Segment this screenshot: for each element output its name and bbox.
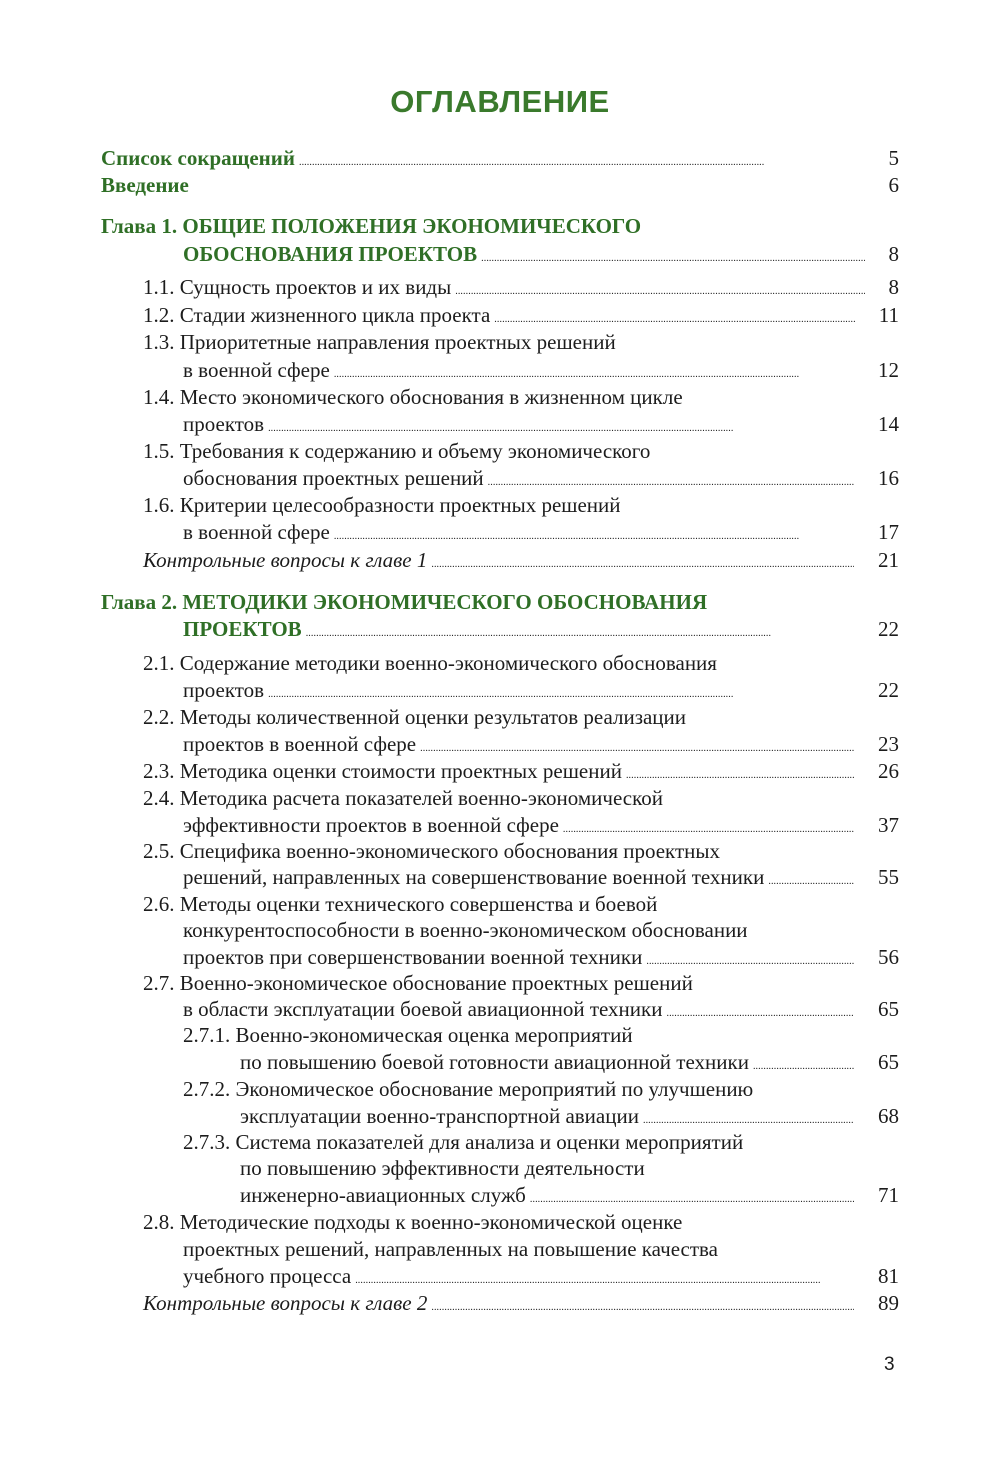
toc-entry-text: в военной сфере (183, 358, 330, 382)
toc-entry-text: Список сокращений (101, 146, 295, 170)
toc-page-number: 6 (888, 173, 899, 197)
toc-entry-text: 1.2. Стадии жизненного цикла проекта (143, 303, 491, 327)
toc-entry-text: 2.7.2. Экономическое обоснование мероприятий по улучшению (183, 1077, 754, 1101)
toc-page-number: 14 (878, 412, 899, 436)
toc-entry-text: 2.1. Содержание методики военно-экономического обоснования (143, 651, 717, 675)
toc-section-2-2-line1[interactable] (143, 704, 686, 730)
toc-page-number: 37 (878, 813, 899, 837)
toc-page-number: 65 (878, 997, 899, 1021)
dot-leader (431, 547, 854, 578)
toc-entry-text: в военной сфере (183, 520, 330, 544)
toc-page-number: 71 (878, 1183, 899, 1207)
toc-entry-text: ОБОСНОВАНИЯ ПРОЕКТОВ (183, 242, 478, 266)
toc-entry-text: эффективности проектов в военной сфере (183, 813, 559, 837)
toc-entry-text: 1.4. Место экономического обоснования в жизненном цикле (143, 385, 683, 409)
toc-entry-text: учебного процесса (183, 1264, 352, 1288)
toc-section-2-7-line1[interactable] (143, 970, 693, 996)
toc-page-number: 5 (888, 146, 899, 170)
toc-entry-text: 2.7. Военно-экономическое обоснование проектных решений (143, 971, 693, 995)
dot-leader (768, 864, 854, 895)
toc-section-2-5[interactable] (183, 864, 899, 890)
toc-entry-text: обоснования проектных решений (183, 466, 484, 490)
toc-page-number: 8 (888, 275, 899, 299)
toc-chapter-2-line1[interactable] (101, 589, 707, 615)
toc-entry-text: Контрольные вопросы к главе 1 (143, 548, 428, 572)
toc-entry-text: проектов (183, 678, 265, 702)
toc-entry-text: в области эксплуатации боевой авиационной техники (183, 997, 663, 1021)
toc-section-2-7-3[interactable] (240, 1182, 899, 1208)
toc-entry-text: 2.5. Специфика военно-экономического обоснования проектных (143, 839, 721, 863)
toc-entry-text: 1.6. Критерии целесообразности проектных решений (143, 493, 621, 517)
toc-entry-text: 1.1. Сущность проектов и их виды (143, 275, 452, 299)
toc-section-2-7-2-line1[interactable] (183, 1076, 753, 1102)
toc-page-number: 21 (878, 548, 899, 572)
toc-section-1-4[interactable] (183, 411, 899, 437)
toc-chapter-1-line1[interactable] (101, 213, 641, 239)
toc-section-1-3[interactable] (183, 357, 899, 383)
toc-page-number: 55 (878, 865, 899, 889)
toc-entry-text: Введение (101, 173, 189, 197)
toc-page-number: 22 (878, 617, 899, 641)
toc-chapter-2[interactable] (183, 616, 899, 642)
page-title: ОГЛАВЛЕНИЕ (390, 84, 610, 119)
toc-entry-text: Глава 1. ОБЩИЕ ПОЛОЖЕНИЯ ЭКОНОМИЧЕСКОГО (101, 214, 642, 238)
dot-leader (306, 616, 854, 647)
toc-section-1-2[interactable] (143, 302, 899, 328)
toc-section-2-8[interactable] (183, 1263, 899, 1289)
toc-questions-chapter-1[interactable] (143, 547, 899, 573)
toc-section-2-7-2[interactable] (240, 1103, 899, 1129)
toc-entry-text: проектов в военной сфере (183, 732, 417, 756)
toc-page-number: 65 (878, 1050, 899, 1074)
toc-entry-introduction[interactable] (101, 172, 899, 198)
toc-entry-text: по повышению боевой готовности авиационной техники (240, 1050, 749, 1074)
toc-section-1-5[interactable] (183, 465, 899, 491)
toc-page-number: 12 (878, 358, 899, 382)
dot-leader (753, 1049, 854, 1080)
toc-entry-text: проектов при совершенствовании военной техники (183, 945, 643, 969)
toc-chapter-1[interactable] (183, 241, 899, 267)
toc-entry-text: 2.3. Методика оценки стоимости проектных решений (143, 759, 622, 783)
toc-section-2-7-1[interactable] (240, 1049, 899, 1075)
toc-section-2-6-line2[interactable] (183, 917, 748, 943)
toc-section-1-6[interactable] (183, 519, 899, 545)
toc-section-2-7[interactable] (183, 996, 899, 1022)
toc-section-2-8-line1[interactable] (143, 1209, 682, 1235)
toc-entry-text: решений, направленных на совершенствование военной техники (183, 865, 765, 889)
toc-entry-text: Контрольные вопросы к главе 2 (143, 1291, 428, 1315)
toc-entry-text: эксплуатации военно-транспортной авиации (240, 1104, 639, 1128)
toc-entry-text: 2.6. Методы оценки технического совершенства и боевой (143, 892, 658, 916)
toc-page-number: 68 (878, 1104, 899, 1128)
toc-section-2-1-line1[interactable] (143, 650, 717, 676)
toc-entry-text: Глава 2. МЕТОДИКИ ЭКОНОМИЧЕСКОГО ОБОСНОВАНИЯ (101, 590, 708, 614)
toc-section-1-3-line1[interactable] (143, 329, 616, 355)
toc-entry-abbreviations[interactable] (101, 145, 899, 171)
toc-page-number: 81 (878, 1264, 899, 1288)
toc-page-number: 8 (888, 242, 899, 266)
toc-page-number: 23 (878, 732, 899, 756)
toc-section-2-6-line1[interactable] (143, 891, 657, 917)
toc-section-2-1[interactable] (183, 677, 899, 703)
dot-leader (666, 996, 854, 1027)
toc-entry-text: проектных решений, направленных на повышение качества (183, 1237, 718, 1261)
toc-entry-text: по повышению эффективности деятельности (240, 1156, 645, 1180)
toc-entry-text: 2.7.1. Военно-экономическая оценка мероприятий (183, 1023, 633, 1047)
toc-entry-text: инженерно-авиационных служб (240, 1183, 526, 1207)
toc-entry-text: конкурентоспособности в военно-экономическом обосновании (183, 918, 748, 942)
toc-section-2-2[interactable] (183, 731, 899, 757)
dot-leader (481, 241, 864, 272)
toc-section-2-7-1-line1[interactable] (183, 1022, 633, 1048)
toc-entry-text: 2.4. Методика расчета показателей военно-экономической (143, 786, 663, 810)
toc-entry-text: ПРОЕКТОВ (183, 617, 302, 641)
footer-page-number: 3 (884, 1354, 895, 1375)
toc-entry-text: 1.3. Приоритетные направления проектных решений (143, 330, 616, 354)
toc-section-2-7-3-line2[interactable] (240, 1155, 645, 1181)
toc-page-number: 89 (878, 1291, 899, 1315)
toc-section-1-5-line1[interactable] (143, 438, 650, 464)
toc-entry-text: 1.5. Требования к содержанию и объему экономического (143, 439, 651, 463)
toc-page-number: 17 (878, 520, 899, 544)
dot-leader (334, 519, 854, 550)
toc-page-number: 22 (878, 678, 899, 702)
toc-section-2-4[interactable] (183, 812, 899, 838)
toc-page-number: 11 (878, 303, 899, 327)
toc-entry-text: проектов (183, 412, 265, 436)
toc-section-1-6-line1[interactable] (143, 492, 621, 518)
toc-section-2-7-3-line1[interactable] (183, 1129, 743, 1155)
toc-entry-text: 2.7.3. Система показателей для анализа и оценки мероприятий (183, 1130, 744, 1154)
toc-entry-text: 2.8. Методические подходы к военно-экономической оценке (143, 1210, 683, 1234)
toc-section-2-4-line1[interactable] (143, 785, 663, 811)
toc-entry-text: 2.2. Методы количественной оценки результатов реализации (143, 705, 687, 729)
dot-leader (455, 274, 864, 305)
toc-page-number: 56 (878, 945, 899, 969)
toc-page-number: 16 (878, 466, 899, 490)
toc-section-2-5-line1[interactable] (143, 838, 720, 864)
toc-section-1-4-line1[interactable] (143, 384, 683, 410)
toc-section-1-1[interactable] (143, 274, 899, 300)
toc-section-2-6[interactable] (183, 944, 899, 970)
toc-questions-chapter-2[interactable] (143, 1290, 899, 1316)
toc-page-number: 26 (878, 759, 899, 783)
toc-section-2-3[interactable] (143, 758, 899, 784)
dot-leader (431, 1290, 854, 1321)
toc-section-2-8-line2[interactable] (183, 1236, 718, 1262)
